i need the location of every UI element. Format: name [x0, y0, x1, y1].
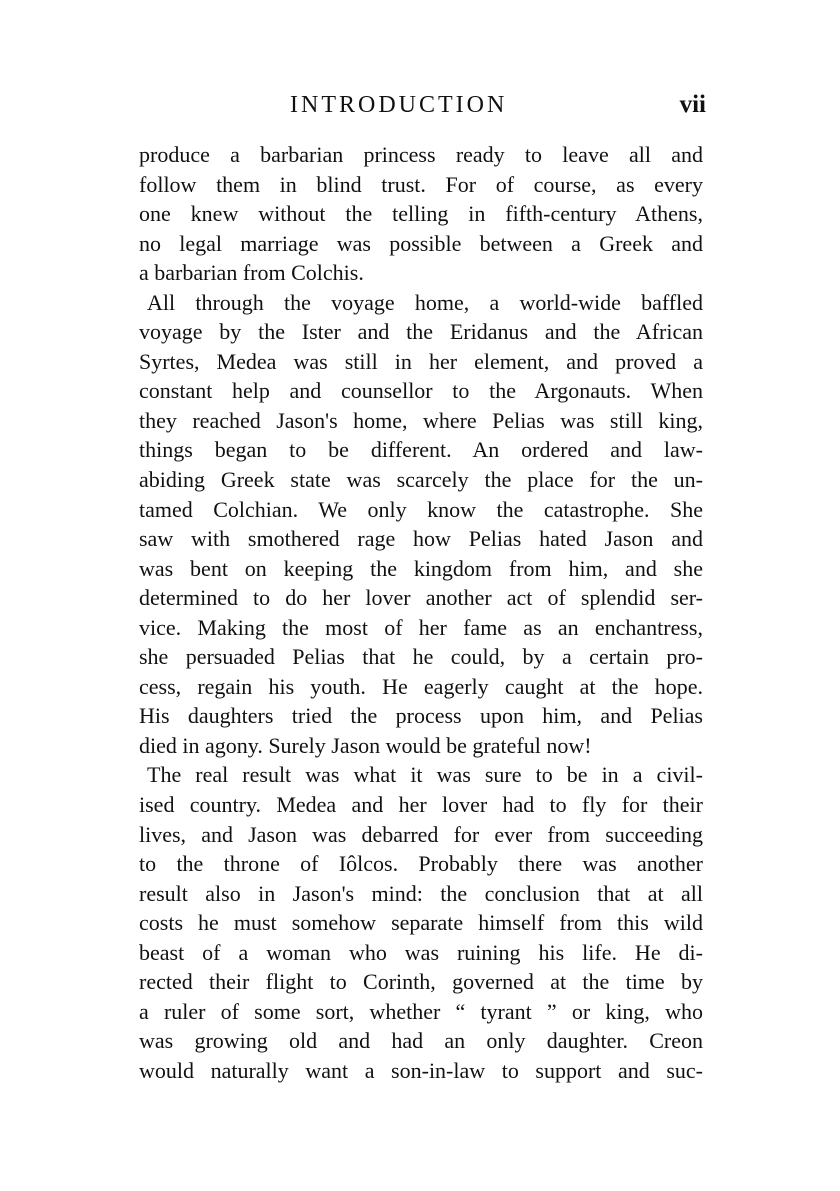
text-line: they reached Jason's home, where Pelias was still king, — [139, 407, 703, 433]
text-line: His daughters tried the process upon him, and Pelias — [139, 703, 703, 729]
text-line: constant help and counsellor to the Argonauts. When — [139, 378, 703, 404]
text-line: vice. Making the most of her fame as an enchantress, — [139, 614, 703, 640]
text-line: no legal marriage was possible between a Greek and — [139, 230, 703, 256]
running-head — [140, 88, 710, 122]
text-line: All through the voyage home, a world-wide baffled — [147, 289, 703, 315]
text-line: lives, and Jason was debarred for ever from succeeding — [139, 821, 703, 847]
running-title: INTRODUCTION — [290, 92, 508, 118]
text-line: tamed Colchian. We only know the catastrophe. She — [139, 496, 703, 522]
text-line: things began to be different. An ordered and law- — [139, 437, 703, 463]
text-line: a ruler of some sort, whether “ tyrant ” or king, who — [139, 998, 703, 1024]
text-line: rected their flight to Corinth, governed at the time by — [139, 969, 703, 995]
text-line: she persuaded Pelias that he could, by a certain pro- — [139, 644, 703, 670]
text-line: beast of a woman who was ruining his life. He di- — [139, 939, 703, 965]
text-line: follow them in blind trust. For of course, as every — [139, 171, 703, 197]
text-line: voyage by the Ister and the Eridanus and the African — [139, 319, 703, 345]
text-line: ised country. Medea and her lover had to fly for their — [139, 792, 703, 818]
text-line: would naturally want a son-in-law to support and suc- — [139, 1057, 703, 1083]
text-line: one knew without the telling in fifth-century Athens, — [139, 201, 703, 227]
page-number: vii — [679, 91, 706, 118]
text-line: was growing old and had an only daughter. Creon — [139, 1028, 703, 1054]
text-line: determined to do her lover another act of splendid ser- — [139, 585, 703, 611]
text-line: died in agony. Surely Jason would be grateful now! — [139, 732, 592, 758]
text-line: abiding Greek state was scarcely the place for the un- — [139, 467, 703, 493]
text-line: The real result was what it was sure to be in a civil- — [147, 762, 703, 788]
text-line: produce a barbarian princess ready to leave all and — [139, 142, 703, 167]
text-line: a barbarian from Colchis. — [139, 260, 364, 286]
text-line: to the throne of Iôlcos. Probably there was another — [139, 851, 703, 877]
body-text — [139, 140, 703, 1086]
text-line: was bent on keeping the kingdom from him, and she — [139, 555, 703, 581]
text-line: saw with smothered rage how Pelias hated Jason and — [139, 526, 703, 552]
text-line: costs he must somehow separate himself from this wild — [139, 910, 703, 936]
text-line: result also in Jason's mind: the conclusion that at all — [139, 880, 703, 906]
text-line: Syrtes, Medea was still in her element, and proved a — [139, 348, 703, 374]
text-line: cess, regain his youth. He eagerly caught at the hope. — [139, 673, 703, 699]
